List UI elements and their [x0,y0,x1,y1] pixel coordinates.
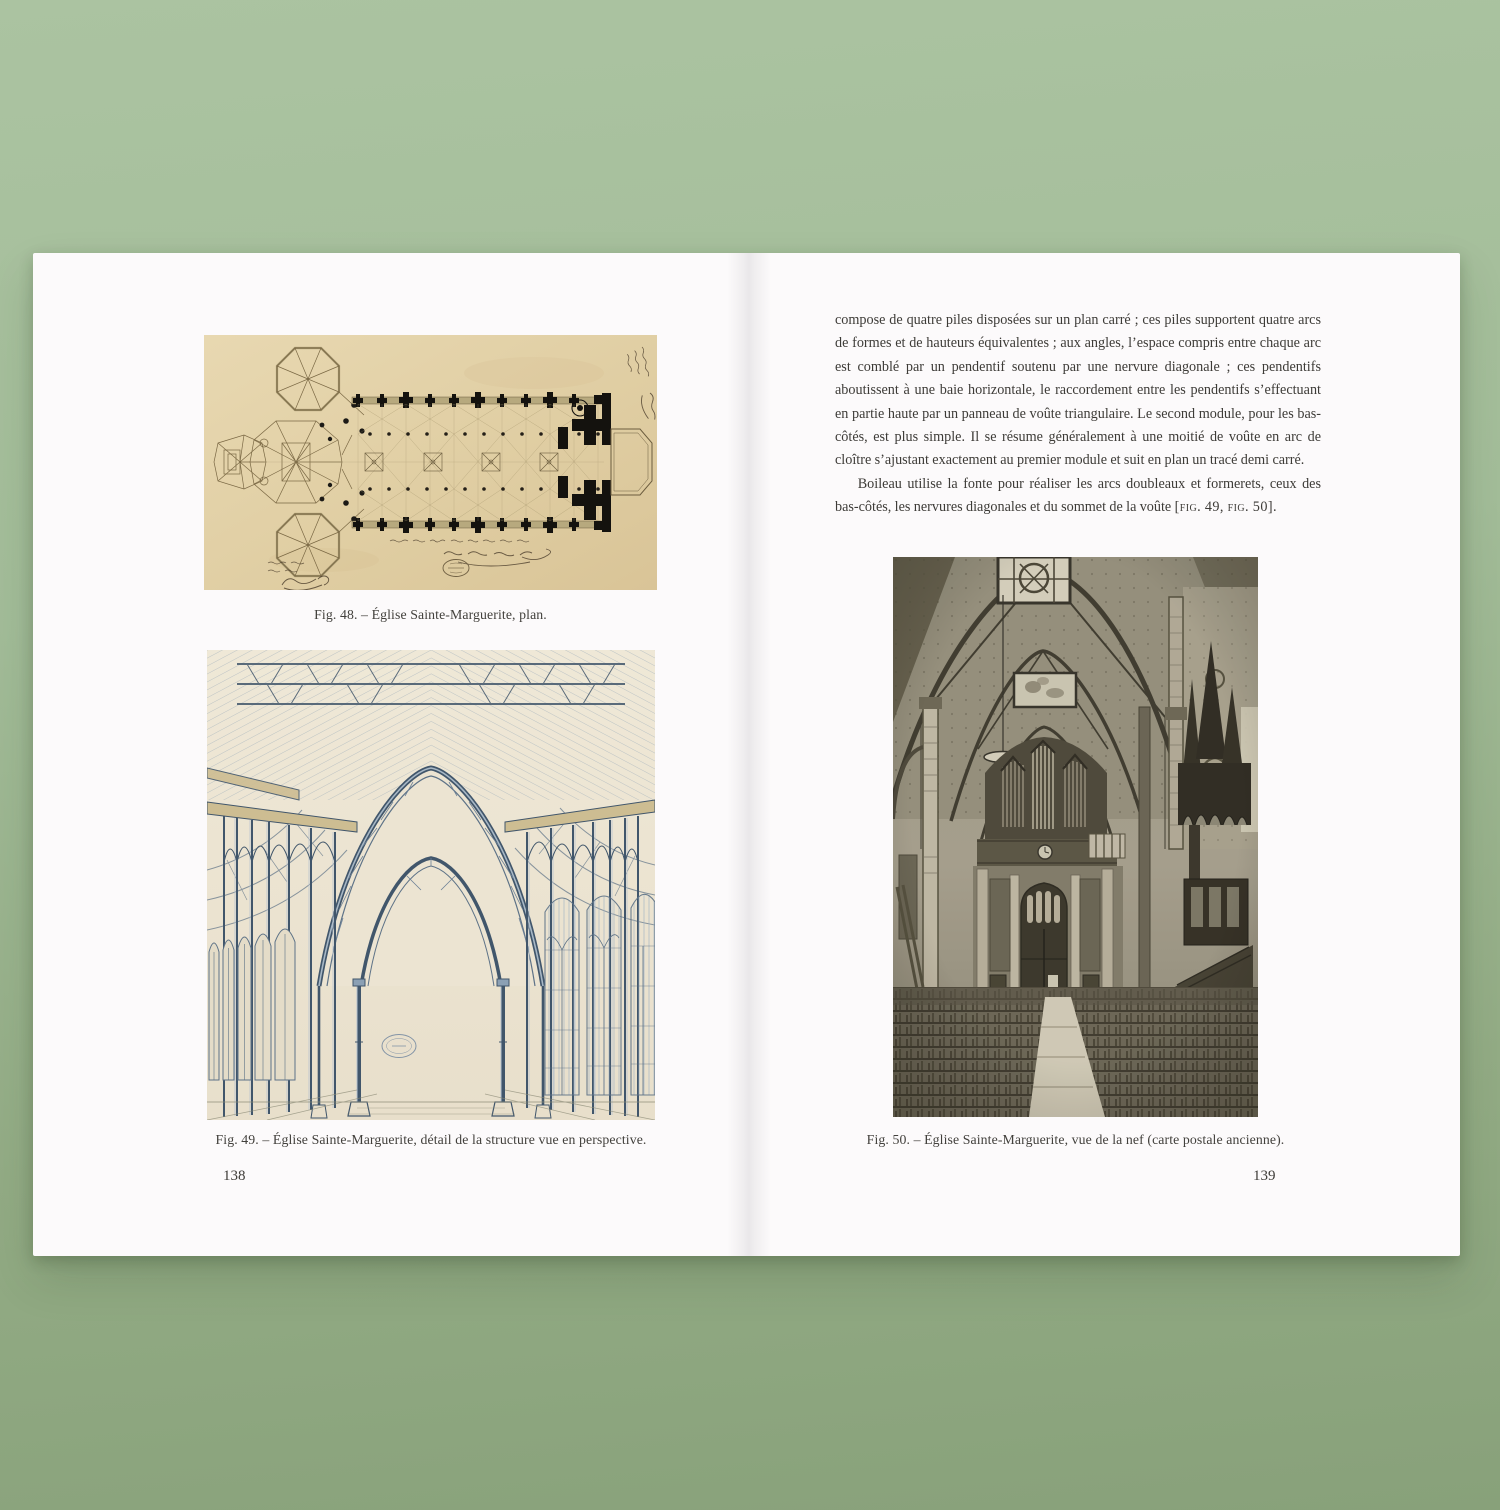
book-spread [33,253,1460,1256]
fig48-plan-image [204,335,657,590]
paragraph-continuation [835,309,1321,473]
fig49-caption-text: Fig. 49. – Église Sainte-Marguerite, détail de la structure vue en perspective. [215,1132,647,1147]
paragraph-2-text: Boileau utilise la fonte pour réaliser les arcs doubleaux et formerets, ceux des bas-côtés, les nervures diagonales et du sommet de la voûte [835,475,1321,516]
fig48-caption [204,607,657,623]
fig49-structure-svg [207,650,655,1120]
fig49-structure-image [207,650,655,1120]
fig50-nave-photo [893,557,1258,1117]
fig50-caption-text: Fig. 50. – Église Sainte-Marguerite, vue de la nef (carte postale ancienne). [866,1132,1285,1147]
page-gutter [727,253,771,1256]
body-text-block [835,309,1321,520]
page-number-right: 139 [1253,1168,1276,1184]
fig50-caption [866,1132,1285,1148]
fig50-nave-svg [893,557,1258,1117]
fig48-caption-text: Fig. 48. – Église Sainte-Marguerite, plan. [314,607,547,622]
figure-reference: [fig. 49, fig. 50]. [1174,499,1277,516]
page-number-left: 138 [223,1168,246,1184]
fig48-plan-svg [204,335,657,590]
paragraph-1-text: compose de quatre piles disposées sur un plan carré ; ces piles supportent quatre arcs de formes et de hauteurs équivalentes ; aux angles, l’espace compris entre chaque arc est comblé par un pendentif soutenu par une nervure diagonale ; ces pendentifs aboutissent à une baie horizontale, le raccordement entre les pendentifs s’effectuant en partie haute par un panneau de voûte triangulaire. Le second module, pour les bas-côtés, est plus simple. Il se résume généralement à une moitié de voûte en arc de cloître s’ajustant exactement au premier module et suit en plan un tracé demi carré. [835,312,1321,469]
aisle-windows-right [545,894,655,1095]
paragraph-boileau [835,473,1321,520]
fig49-caption [207,1132,655,1148]
